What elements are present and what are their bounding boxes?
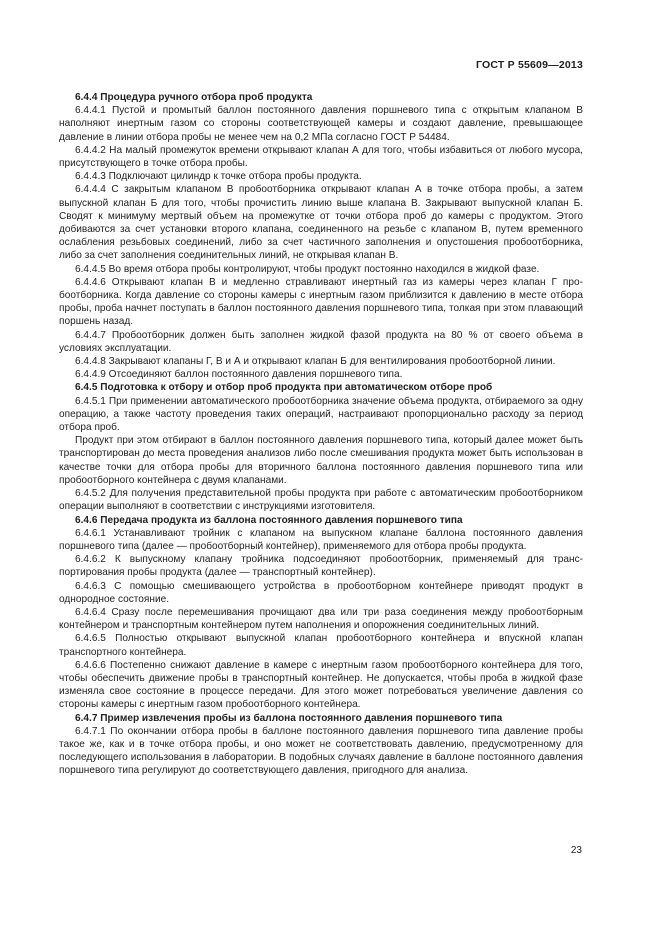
section-heading: 6.4.6 Передача продукта из баллона постоянного давления поршневого типа [75, 514, 463, 526]
body-paragraph: 6.4.4.3 Подключают цилиндр к точке отбора пробы продукта. [75, 171, 362, 183]
body-paragraph: 6.4.5.1 При применении автоматического пробоотборника значение объема продукта, отбираемого за одну операцию, а также частоту проведения таких операций, настраивают пропорционально расходу за период отбора проб. [59, 395, 583, 434]
body-paragraph: 6.4.6.3 С помощью смешивающего устройства в пробоотборном контейнере приводят продукт в однородное состояние. [59, 580, 583, 605]
body-paragraph: 6.4.5.2 Для получения представительной пробы продукта при работе с автоматическим пробоотборником операции выполняют в соответствии с инструкциями изготовителя. [59, 488, 583, 513]
body-paragraph: 6.4.6.6 Постепенно снижают давление в камере с инертным газом пробоотборного контейнера для того, чтобы обеспечить движение пробы в транспортный контейнер. Не допускается, чтобы проба в жидкой фазе изменяла свое состояние в процессе передачи. Для этого может потребоваться увеличение давления со стороны камеры с инертным газом пробоотборного контейнера. [59, 659, 583, 711]
body-paragraph: 6.4.6.2 К выпускному клапану тройника подсоединяют пробоотборник, применяемый для транспортирования пробы продукта (далее — транспортный контейнер). [59, 554, 583, 579]
document-body [59, 91, 583, 778]
body-paragraph: 6.4.4.5 Во время отбора пробы контролируют, чтобы продукт постоянно находился в жидкой фазе. [75, 263, 540, 275]
body-paragraph: 6.4.4.2 На малый промежуток времени открывают клапан А для того, чтобы избавиться от любого мусора, присутствующего в точке отбора пробы. [59, 144, 583, 170]
document-id: ГОСТ Р 55609—2013 [475, 59, 583, 71]
body-paragraph: 6.4.6.1 Устанавливают тройник с клапаном на выпускном клапане баллона постоянного давления поршневого типа (далее — пробоотборный контейнер), применяемого для отбора пробы продукта. [59, 527, 583, 552]
body-paragraph: Продукт при этом отбирают в баллон постоянного давления поршневого типа, который далее может быть транспортирован до места проведения анализов либо после смешивания продукта может быть использован в качестве точки для отбора пробы для вторичного баллона постоянного давления поршневого типа или пробоотборного контейнера с двумя клапанами. [59, 435, 583, 486]
body-paragraph: 6.4.4.4 С закрытым клапаном В пробоотборника открывают клапан А в точке отбора пробы, а затем выпускной клапан Б для того, чтобы прочистить линию выше клапана В. Закрывают выпускной клапан Б. Сводят к минимуму мертвый объем на промежутке от точки отбора проб до камеры с продуктом. Этого добиваются за счет установки второго клапана, соединенного на резьбе с клапаном В, путем временного ослабления резьбовых соединений, либо за счет частичного заполнения и опустошения пробоотборника, либо за счет заполнения соединительных линий, не открывая клапан В. [59, 184, 583, 262]
body-paragraph: 6.4.6.5 Полностью открывают выпускной клапан пробоотборного контейнера и впускной клапан транспортного контейнера. [59, 633, 583, 658]
body-paragraph: 6.4.4.1 Пустой и промытый баллон постоянного давления поршневого типа с открытым клапаном В наполняют инертным газом со стороны соответствующей камеры и создают давление, превышающее давление в линии отбора пробы не менее чем на 0,2 МПа согласно ГОСТ Р 54484. [59, 105, 583, 143]
body-paragraph: 6.4.4.9 Отсоединяют баллон постоянного давления поршневого типа. [75, 369, 403, 381]
body-paragraph: 6.4.4.8 Закрывают клапаны Г, В и А и открывают клапан Б для вентилирования пробоотборной линии. [75, 356, 556, 368]
body-paragraph: 6.4.7.1 По окончании отбора пробы в баллоне постоянного давления поршневого типа давление пробы такое же, как и в точке отбора пробы, и оно может не соответствовать давлению, предусмотренному для последующего использования в лаборатории. В подобных случаях давление в баллоне постоянного давления поршневого типа регулируют до соответствующего давления, пригодного для анализа. [59, 725, 583, 777]
body-paragraph: 6.4.4.6 Открывают клапан В и медленно стравливают инертный газ из камеры через клапан Г пробоотборника. Когда давление со стороны камеры с инертным газом приблизится к давлению в месте отбора пробы, проба начнет поступать в баллон постоянного давления поршневого типа, толкая при этом плавающий поршень назад. [59, 276, 583, 328]
body-paragraph: 6.4.6.4 Сразу после перемешивания прочищают два или три раза соединения между пробоотборным контейнером и транспортным контейнером путем наполнения и опорожнения соединительных линий. [59, 606, 583, 632]
section-heading: 6.4.5 Подготовка к отбору и отбор проб продукта при автоматическом отборе проб [75, 382, 493, 394]
section-heading: 6.4.4 Процедура ручного отбора проб продукта [75, 92, 313, 103]
section-heading: 6.4.7 Пример извлечения пробы из баллона постоянного давления поршневого типа [75, 712, 503, 724]
page-number: 23 [570, 845, 582, 856]
body-paragraph: 6.4.4.7 Пробоотборник должен быть заполнен жидкой фазой продукта на 80 % от своего объема в условиях эксплуатации. [59, 329, 583, 354]
